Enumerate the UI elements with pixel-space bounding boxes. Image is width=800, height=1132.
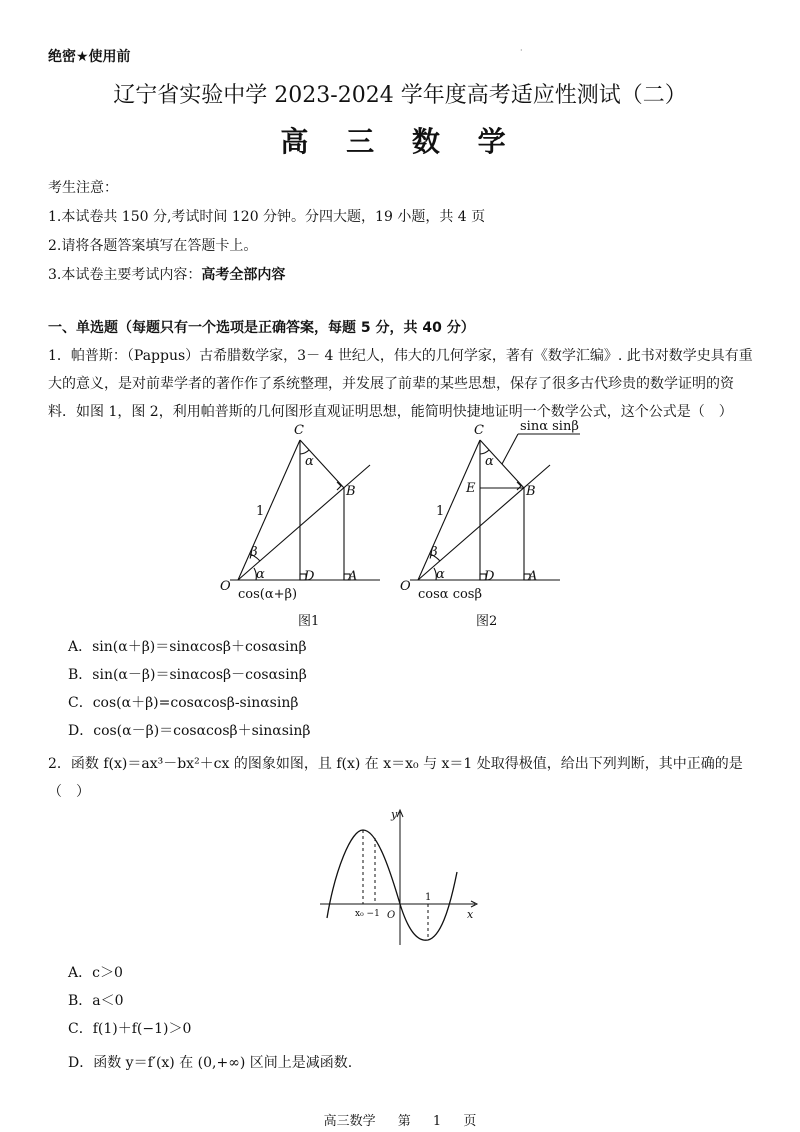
cubic-graph xyxy=(315,800,485,950)
fig2-label-bottom: cosα cosβ xyxy=(418,587,482,602)
fig2-label-alpha: α xyxy=(436,567,445,582)
notice-title: 考生注意： xyxy=(48,180,118,196)
graph-label-y: y xyxy=(391,808,398,821)
fig1-caption: 图1 xyxy=(298,614,320,629)
fig2-label-one: 1 xyxy=(436,504,445,519)
fig2-leader-line xyxy=(502,434,518,464)
secret-label: 绝密★使用前 xyxy=(48,49,131,65)
q2-option-a[interactable]: A．c＞0 xyxy=(68,965,123,981)
fig1-label-one: 1 xyxy=(256,504,265,519)
graph-label-one: 1 xyxy=(425,892,432,903)
fig2-label-o: O xyxy=(400,579,411,594)
notice-content-bold: 高考全部内容 xyxy=(201,267,286,283)
fig1-label-alpha-top: α xyxy=(305,454,314,469)
fig1-ray-ob xyxy=(238,465,370,580)
fig2-label-a: A xyxy=(528,569,538,584)
fig1-label-a: A xyxy=(348,569,358,584)
fig1-label-c: C xyxy=(294,423,304,438)
fig2-ray-ob xyxy=(418,465,550,580)
graph-label-x: x xyxy=(467,908,474,921)
q2-option-d[interactable]: D．函数 y＝f′(x) 在 (0,+∞) 区间上是减函数. xyxy=(68,1055,353,1071)
question-2-text: 2．函数 f(x)＝ax³－bx²＋cx 的图象如图，且 f(x) 在 x＝x₀ 与 x＝1 处取得极值，给出下列判断，其中正确的是（ ） xyxy=(48,756,743,800)
notice-item-3 xyxy=(48,264,285,284)
notice-item-3-text: 3.本试卷主要考试内容： xyxy=(48,267,202,283)
question-1-text: 1．帕普斯：（Pappus）古希腊数学家，3－ 4 世纪人，伟大的几何学家，著有《数学汇编》. 此书对数学史具有重大的意义，是对前辈学者的著作作了系统整理，并发展了前辈的某些思想，保存了很多古代珍贵的数学证明的资料．如图 1，图 2，利用帕普斯的几何图形直观证明思想，能简明快捷地证明一个数学公式，这个公式是（ ） xyxy=(48,348,753,420)
fig1-label-bottom: cos(α+β) xyxy=(238,587,298,602)
q2-option-b[interactable]: B．a＜0 xyxy=(68,993,124,1009)
fig1-label-o: O xyxy=(220,579,231,594)
fig1-segment-oc xyxy=(238,440,300,580)
subject-title: 高 三 数 学 xyxy=(280,125,520,158)
fig1-label-b: B xyxy=(346,484,356,499)
page-dot: · xyxy=(520,46,523,55)
fig2-segment-oc xyxy=(418,440,480,580)
q1-option-b[interactable]: B．sin(α－β)＝sinαcosβ－cosαsinβ xyxy=(68,667,307,683)
graph-label-x0-minus1: x₀ −1 xyxy=(355,909,380,919)
q1-option-c[interactable]: C．cos(α＋β)=cosαcosβ-sinαsinβ xyxy=(68,695,299,711)
fig2-label-top: sinα sinβ xyxy=(520,420,579,434)
exam-title: 辽宁省实验中学 2023-2024 学年度高考适应性测试（二） xyxy=(113,83,687,108)
fig1-label-beta: β xyxy=(250,545,258,560)
fig2-label-e: E xyxy=(466,481,476,496)
fig1-label-d: D xyxy=(304,569,315,584)
fig1-label-alpha: α xyxy=(256,567,265,582)
graph-label-o: O xyxy=(387,910,396,921)
fig2-label-c: C xyxy=(474,423,484,438)
fig2-label-b: B xyxy=(526,484,536,499)
notice-item-2: 2.请将各题答案填写在答题卡上。 xyxy=(48,238,258,254)
notice-item-1: 1.本试卷共 150 分,考试时间 120 分钟。分四大题，19 小题，共 4 页 xyxy=(48,209,486,225)
q1-option-d[interactable]: D．cos(α－β)＝cosαcosβ＋sinαsinβ xyxy=(68,723,311,739)
page-footer: 高三数学 第 1 页 xyxy=(323,1114,477,1129)
section-heading: 一、单选题（每题只有一个选项是正确答案，每题 5 分，共 40 分） xyxy=(48,320,475,336)
pappus-figures xyxy=(210,420,600,630)
q1-option-a[interactable]: A．sin(α＋β)＝sinαcosβ＋cosαsinβ xyxy=(68,639,307,655)
fig2-caption: 图2 xyxy=(476,614,498,629)
q2-option-c[interactable]: C．f(1)＋f(−1)＞0 xyxy=(68,1021,192,1037)
fig2-label-alpha-top: α xyxy=(485,454,494,469)
fig2-label-beta: β xyxy=(430,545,438,560)
fig2-label-d: D xyxy=(484,569,495,584)
graph-curve xyxy=(327,830,457,940)
